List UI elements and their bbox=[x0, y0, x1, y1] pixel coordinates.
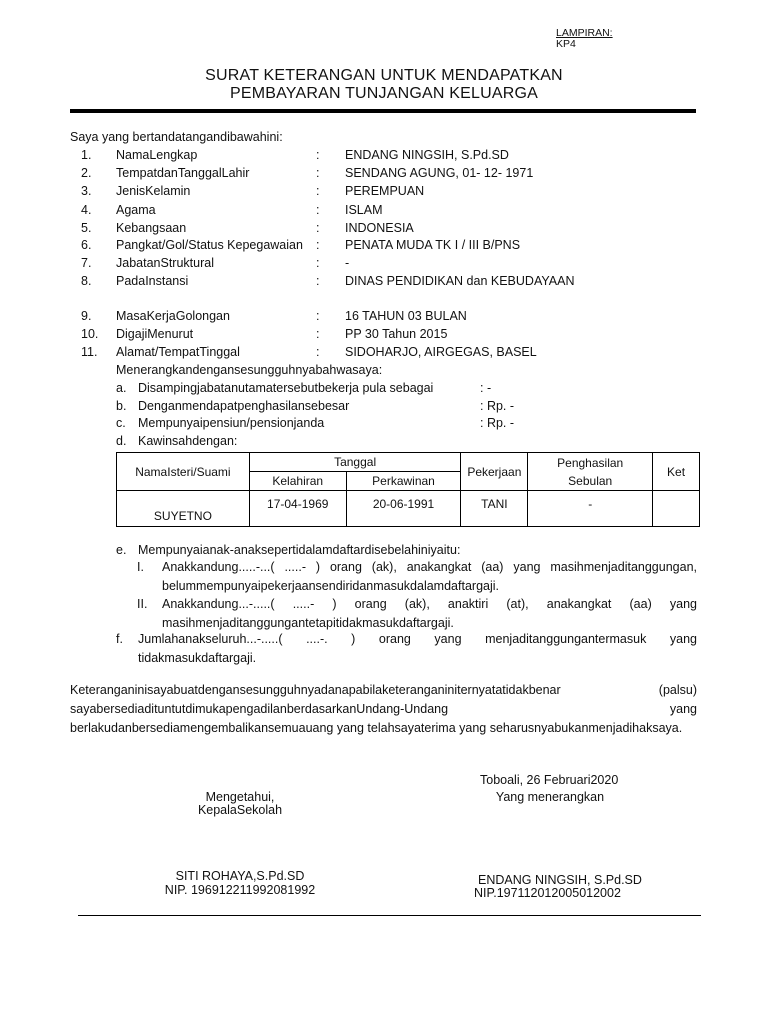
sub-item-letter: c. bbox=[116, 416, 126, 430]
table-header-tanggal: Tanggal bbox=[249, 453, 461, 472]
sub-item bbox=[0, 433, 768, 449]
attachment-code: KP4 bbox=[556, 38, 576, 50]
field-row bbox=[0, 273, 768, 289]
field-number: 11. bbox=[81, 345, 98, 359]
table-header-penghasilan bbox=[528, 453, 653, 491]
table-header-pekerjaan: Pekerjaan bbox=[461, 453, 528, 491]
field-number: 2. bbox=[81, 166, 92, 180]
table-header-ket: Ket bbox=[653, 453, 700, 491]
field-number: 10. bbox=[81, 327, 99, 341]
field-row bbox=[0, 147, 768, 163]
table-cell-nama: SUYETNO bbox=[117, 491, 250, 527]
table-header-kelahiran: Kelahiran bbox=[249, 472, 346, 491]
field-label: TempatdanTanggalLahir bbox=[116, 166, 250, 180]
field-label: Pangkat/Gol/Status Kepegawaian bbox=[116, 238, 303, 252]
table-header-penghasilan-line2: Sebulan bbox=[568, 473, 613, 488]
field-label: JabatanStruktural bbox=[116, 256, 214, 270]
field-value: PEREMPUAN bbox=[345, 184, 425, 198]
sub-item-label: Denganmendapatpenghasilansebesar bbox=[138, 399, 350, 413]
table-header-perkawinan: Perkawinan bbox=[346, 472, 461, 491]
table-cell-penghasilan: - bbox=[528, 491, 653, 527]
field-row bbox=[0, 255, 768, 271]
field-colon: : bbox=[316, 256, 320, 270]
item-e-ii-text: Anakkandung...-.....( .....- ) orang (ak), anaktiri (at), anakangkat (aa) yang masihmenjaditanggungantetapitidakmasukdaftargaji. bbox=[162, 597, 697, 630]
sub-item-value: : Rp. - bbox=[480, 416, 515, 430]
field-value: PP 30 Tahun 2015 bbox=[345, 327, 448, 341]
field-colon: : bbox=[316, 309, 320, 323]
item-e-i-text: Anakkandung.....-...( .....- ) orang (ak), anakangkat (aa) yang masihmenjaditanggungan, belummempunyaipekerjaansendiridanmasukdalamdaftargaji. bbox=[162, 560, 697, 593]
field-number: 3. bbox=[81, 184, 92, 198]
item-f-letter: f. bbox=[116, 632, 123, 646]
title-divider bbox=[70, 109, 696, 113]
field-colon: : bbox=[316, 148, 320, 162]
field-colon: : bbox=[316, 238, 320, 252]
sub-item-label: Kawinsahdengan: bbox=[138, 434, 238, 448]
field-value: INDONESIA bbox=[345, 221, 414, 235]
field-label: JenisKelamin bbox=[116, 184, 191, 198]
field-number: 8. bbox=[81, 274, 92, 288]
left-signer-name: SITI ROHAYA,S.Pd.SD bbox=[175, 869, 305, 883]
table-cell-kelahiran: 17-04-1969 bbox=[249, 491, 346, 527]
sub-item-letter: a. bbox=[116, 381, 127, 395]
sub-item-letter: d. bbox=[116, 434, 127, 448]
field-label: Alamat/TempatTinggal bbox=[116, 345, 240, 359]
sub-item-value: : - bbox=[480, 381, 492, 395]
field-value: ISLAM bbox=[345, 203, 383, 217]
bottom-divider bbox=[78, 915, 701, 916]
field-value: SIDOHARJO, AIRGEGAS, BASEL bbox=[345, 345, 537, 359]
right-signer-nip: NIP.197112012005012002 bbox=[474, 886, 621, 900]
field-value: 16 TAHUN 03 BULAN bbox=[345, 309, 467, 323]
field-row bbox=[0, 165, 768, 181]
field-value: ENDANG NINGSIH, S.Pd.SD bbox=[345, 148, 509, 162]
sub-item-letter: b. bbox=[116, 399, 127, 413]
field-row bbox=[0, 220, 768, 236]
field-value: PENATA MUDA TK I / III B/PNS bbox=[345, 238, 521, 252]
field-row bbox=[0, 344, 768, 360]
menerangkan-text: Menerangkandengansesungguhnyabahwasaya: bbox=[116, 363, 383, 377]
sub-item bbox=[0, 415, 768, 431]
field-row bbox=[0, 326, 768, 342]
table-header-penghasilan-line1: Penghasilan bbox=[557, 455, 624, 470]
item-e-i-number: I. bbox=[137, 560, 144, 574]
attachment-label bbox=[556, 28, 613, 50]
field-row bbox=[0, 183, 768, 199]
item-e-letter: e. bbox=[116, 543, 127, 557]
field-label: Kebangsaan bbox=[116, 221, 187, 235]
field-number: 4. bbox=[81, 203, 92, 217]
item-e bbox=[0, 542, 768, 558]
field-colon: : bbox=[316, 166, 320, 180]
table-cell-perkawinan: 20-06-1991 bbox=[346, 491, 461, 527]
field-colon: : bbox=[316, 203, 320, 217]
table-header-nama: NamaIsteri/Suami bbox=[117, 453, 250, 491]
table-cell-ket bbox=[653, 491, 700, 527]
field-colon: : bbox=[316, 327, 320, 341]
field-number: 9. bbox=[81, 309, 92, 323]
field-value: SENDANG AGUNG, 01- 12- 1971 bbox=[345, 166, 534, 180]
field-row bbox=[0, 202, 768, 218]
left-signer-nip: NIP. 196912211992081992 bbox=[164, 883, 316, 897]
left-signer-line1: Mengetahui, bbox=[205, 790, 275, 804]
place-date: Toboali, 26 Februari2020 bbox=[480, 773, 619, 787]
field-row bbox=[0, 237, 768, 253]
right-signer-name: ENDANG NINGSIH, S.Pd.SD bbox=[478, 873, 642, 887]
field-label: DigajiMenurut bbox=[116, 327, 194, 341]
table-cell-pekerjaan: TANI bbox=[461, 491, 528, 527]
item-e-ii-number: II. bbox=[137, 597, 148, 611]
field-colon: : bbox=[316, 184, 320, 198]
left-signer-role: KepalaSekolah bbox=[197, 803, 283, 817]
attachment-title: LAMPIRAN: bbox=[556, 27, 613, 39]
field-number: 7. bbox=[81, 256, 92, 270]
field-colon: : bbox=[316, 274, 320, 288]
field-number: 5. bbox=[81, 221, 92, 235]
field-label: PadaInstansi bbox=[116, 274, 189, 288]
field-label: MasaKerjaGolongan bbox=[116, 309, 230, 323]
sub-item-label: Mempunyaipensiun/pensionjanda bbox=[138, 416, 325, 430]
field-label: NamaLengkap bbox=[116, 148, 198, 162]
sub-item bbox=[0, 380, 768, 396]
field-label: Agama bbox=[116, 203, 156, 217]
field-value: - bbox=[345, 256, 350, 270]
field-value: DINAS PENDIDIKAN dan KEBUDAYAAN bbox=[345, 274, 575, 288]
intro-text: Saya yang bertandatangandibawahini: bbox=[70, 130, 283, 144]
right-signer-role: Yang menerangkan bbox=[495, 790, 605, 804]
sub-item bbox=[0, 398, 768, 414]
field-row bbox=[0, 308, 768, 324]
field-number: 1. bbox=[81, 148, 92, 162]
field-colon: : bbox=[316, 345, 320, 359]
document-title-line1: SURAT KETERANGAN UNTUK MENDAPATKAN bbox=[205, 67, 563, 84]
document-title-line2: PEMBAYARAN TUNJANGAN KELUARGA bbox=[229, 85, 539, 102]
field-colon: : bbox=[316, 221, 320, 235]
field-number: 6. bbox=[81, 238, 92, 252]
sub-item-value: : Rp. - bbox=[480, 399, 515, 413]
table-row bbox=[117, 491, 700, 527]
statement-paragraph: Keteranganinisayabuatdengansesungguhnyadanapabilaketeranganiniternyatatidakbenar (palsu) sayabersediadituntutdimukapengadilanberdasarkanUndang-Undang yang berlakudanbersediamengembalikansemuauang yang telahsayaterima yang seharusnyabukanmenjadihaksaya. bbox=[70, 683, 697, 735]
item-e-text: Mempunyaianak-anaksepertidalamdaftardisebelahiniyaitu: bbox=[138, 543, 461, 557]
spouse-table bbox=[116, 452, 700, 527]
sub-item-label: Disampingjabatanutamatersebutbekerja pula sebagai bbox=[138, 381, 434, 395]
item-f-text: Jumlahanakseluruh...-.....( ....-. ) orang yang menjaditanggungantermasuk yang tidakmasukdaftargaji. bbox=[138, 632, 697, 665]
